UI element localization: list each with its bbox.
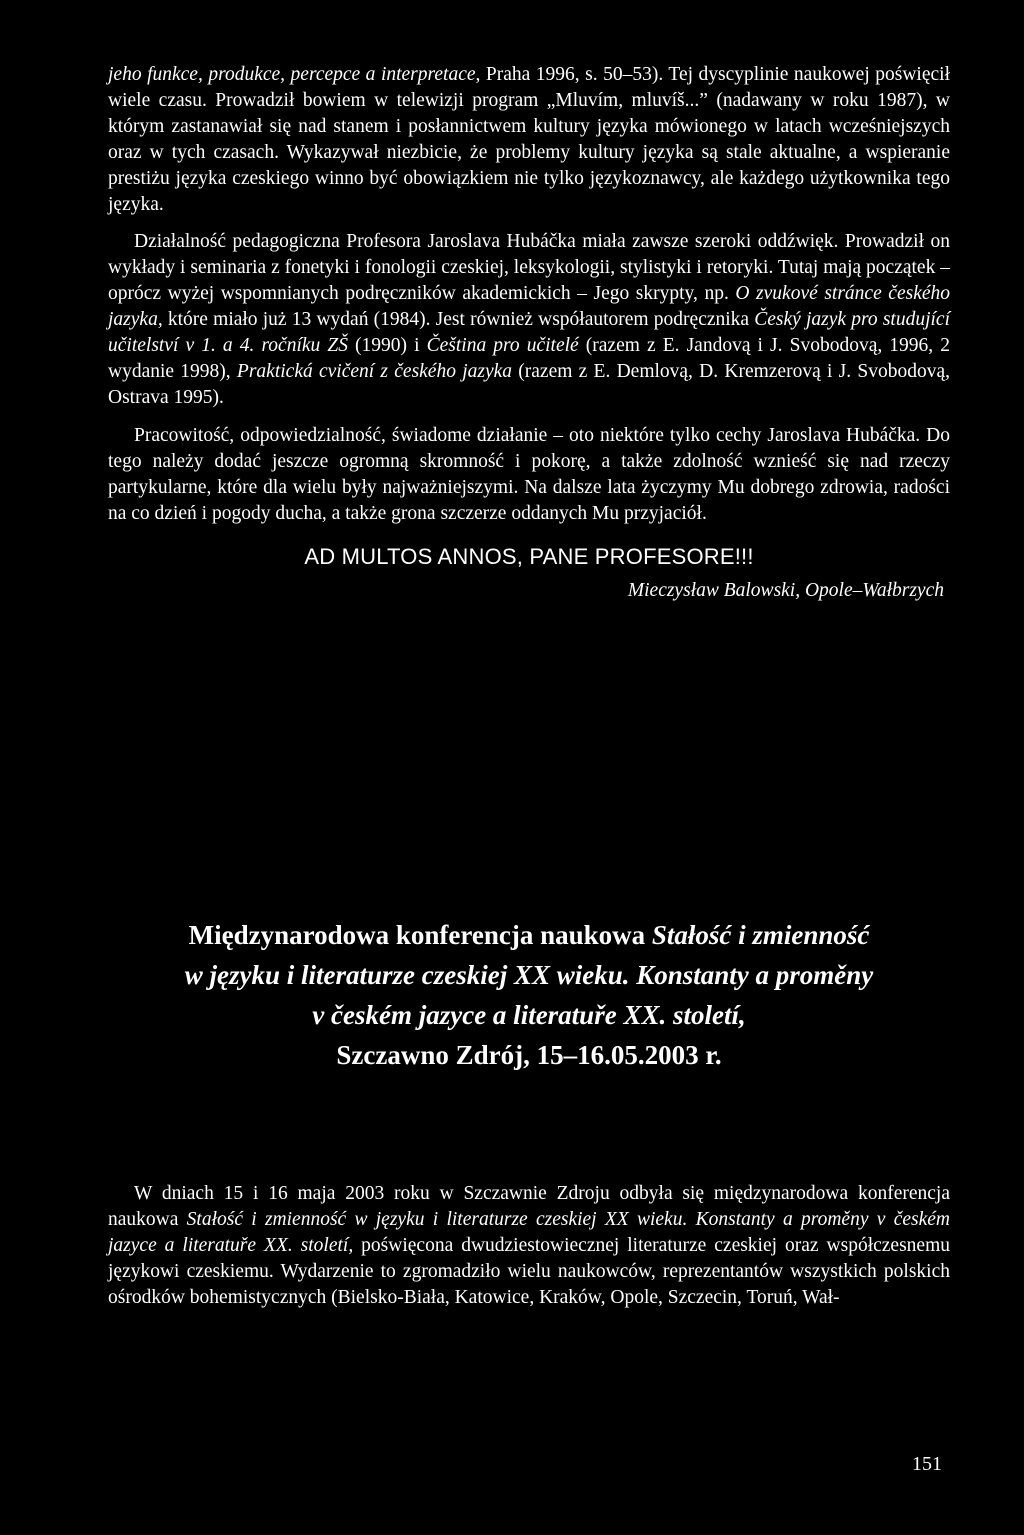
book-title: Čeština pro učitelé — [426, 335, 579, 357]
paragraph-text: (razem z E. Jandovą i J. Svobodovą, 1996, 2 wydanie 1998), — [108, 335, 951, 382]
heading-line-2: w języku i literaturze czeskiej XX wieku. Konstanty a proměny — [184, 960, 874, 990]
paragraph-text: poświęcona dwudziestowiecznej literaturze czeskiej oraz współczesnemu językowi czeskiemu. Wydarzenie to zgromadziło wielu naukowców, reprezentantów wszystkich polskich ośrodków bohemistycznych (Bielsko-Biała, Katowice, Kraków, Opole, Szczecin, Toruń, Wał- — [108, 1234, 950, 1308]
paragraph-character: Pracowitość, odpowiedzialność, świadome działanie – oto niektóre tylko cechy Jaroslava Hubáčka. Do tego należy dodać jeszcze ogromną skromność i pokorę, a także zdolność wznieść się nad rzeczy partykularne, które dla wielu były najważniejszymi. Na dalsze lata życzymy Mu dobrego zdrowia, radości na co dzień i pogody ducha, a także grona szczerze oddanych Mu przyjaciół. — [108, 424, 950, 524]
report-paragraph — [108, 1181, 950, 1311]
book-title: O zvukové stránce českého jazyka, — [108, 283, 950, 331]
paragraph-text: (1990) i — [347, 335, 427, 357]
paragraph-text: W dniach 15 i 16 maja 2003 roku w Szczawnie Zdroju odbyła się międzynarodowa konferencja naukowa — [108, 1183, 950, 1230]
heading-line-4: Szczawno Zdrój, 15–16.05.2003 r. — [336, 1040, 722, 1070]
heading-line-3: v českém jazyce a literatuře XX. století, — [312, 1000, 746, 1030]
book-title: jeho funkce, produkce, percepce a interpretace — [108, 64, 476, 85]
conference-heading — [108, 915, 950, 1075]
motto: AD MULTOS ANNOS, PANE PROFESORE!!! — [304, 544, 754, 570]
paragraph-pedagogy — [108, 229, 950, 410]
paragraph-kultura-jezyka — [108, 62, 950, 217]
book-title: Český jazyk pro studující učitelství v 1. a 4. ročníku ZŠ — [108, 309, 950, 357]
paragraph-text: które miało już 13 wydań (1984). Jest również współautorem podręcznika — [162, 309, 755, 331]
paragraph-text: Działalność pedagogiczna Profesora Jaroslava Hubáčka miała zawsze szeroki oddźwięk. Prowadził on wykłady i seminaria z fonetyki i fonologii czeskiej, leksykologii, stylistyki i retoryki. Tutaj mają początek – oprócz wyżej wspomnianych podręczników akademickich – Jego skrypty, np. — [108, 231, 950, 305]
page-number: 151 — [912, 1453, 942, 1475]
author-signature: Mieczysław Balowski, Opole–Wałbrzych — [627, 580, 944, 602]
book-title: Praktická cvičení z českého jazyka — [236, 360, 513, 382]
heading-line-1: Międzynarodowa konferencja naukowa Stałość i zmienność — [188, 920, 870, 950]
article-continuation — [108, 62, 950, 602]
paragraph-text: (razem z E. Demlovą, D. Kremzerovą i J. Svobodovą, Ostrava 1995). — [108, 360, 950, 408]
paragraph-text: , Praha 1996, s. 50–53). Tej dyscyplinie naukowej poświęcił wiele czasu. Prowadził bowiem w telewizji program „Mluvím, mluvíš...” (nadawany w roku 1987), w którym zastanawiał się nad stanem i posłannictwem kultury języka mówionego w latach wcześniejszych oraz w tych czasach. Wykazywał niezbicie, że problemy kultury języka są stale aktualne, a wspieranie prestiżu języka czeskiego winno być obowiązkiem nie tylko językoznawcy, ale każdego użytkownika tego języka. — [108, 64, 950, 215]
conference-report — [108, 1181, 950, 1311]
conference-title-inline: Stałość i zmienność w języku i literaturze czeskiej XX wieku. Konstanty a proměny v českém jazyce a literatuře XX. století, — [108, 1208, 950, 1256]
